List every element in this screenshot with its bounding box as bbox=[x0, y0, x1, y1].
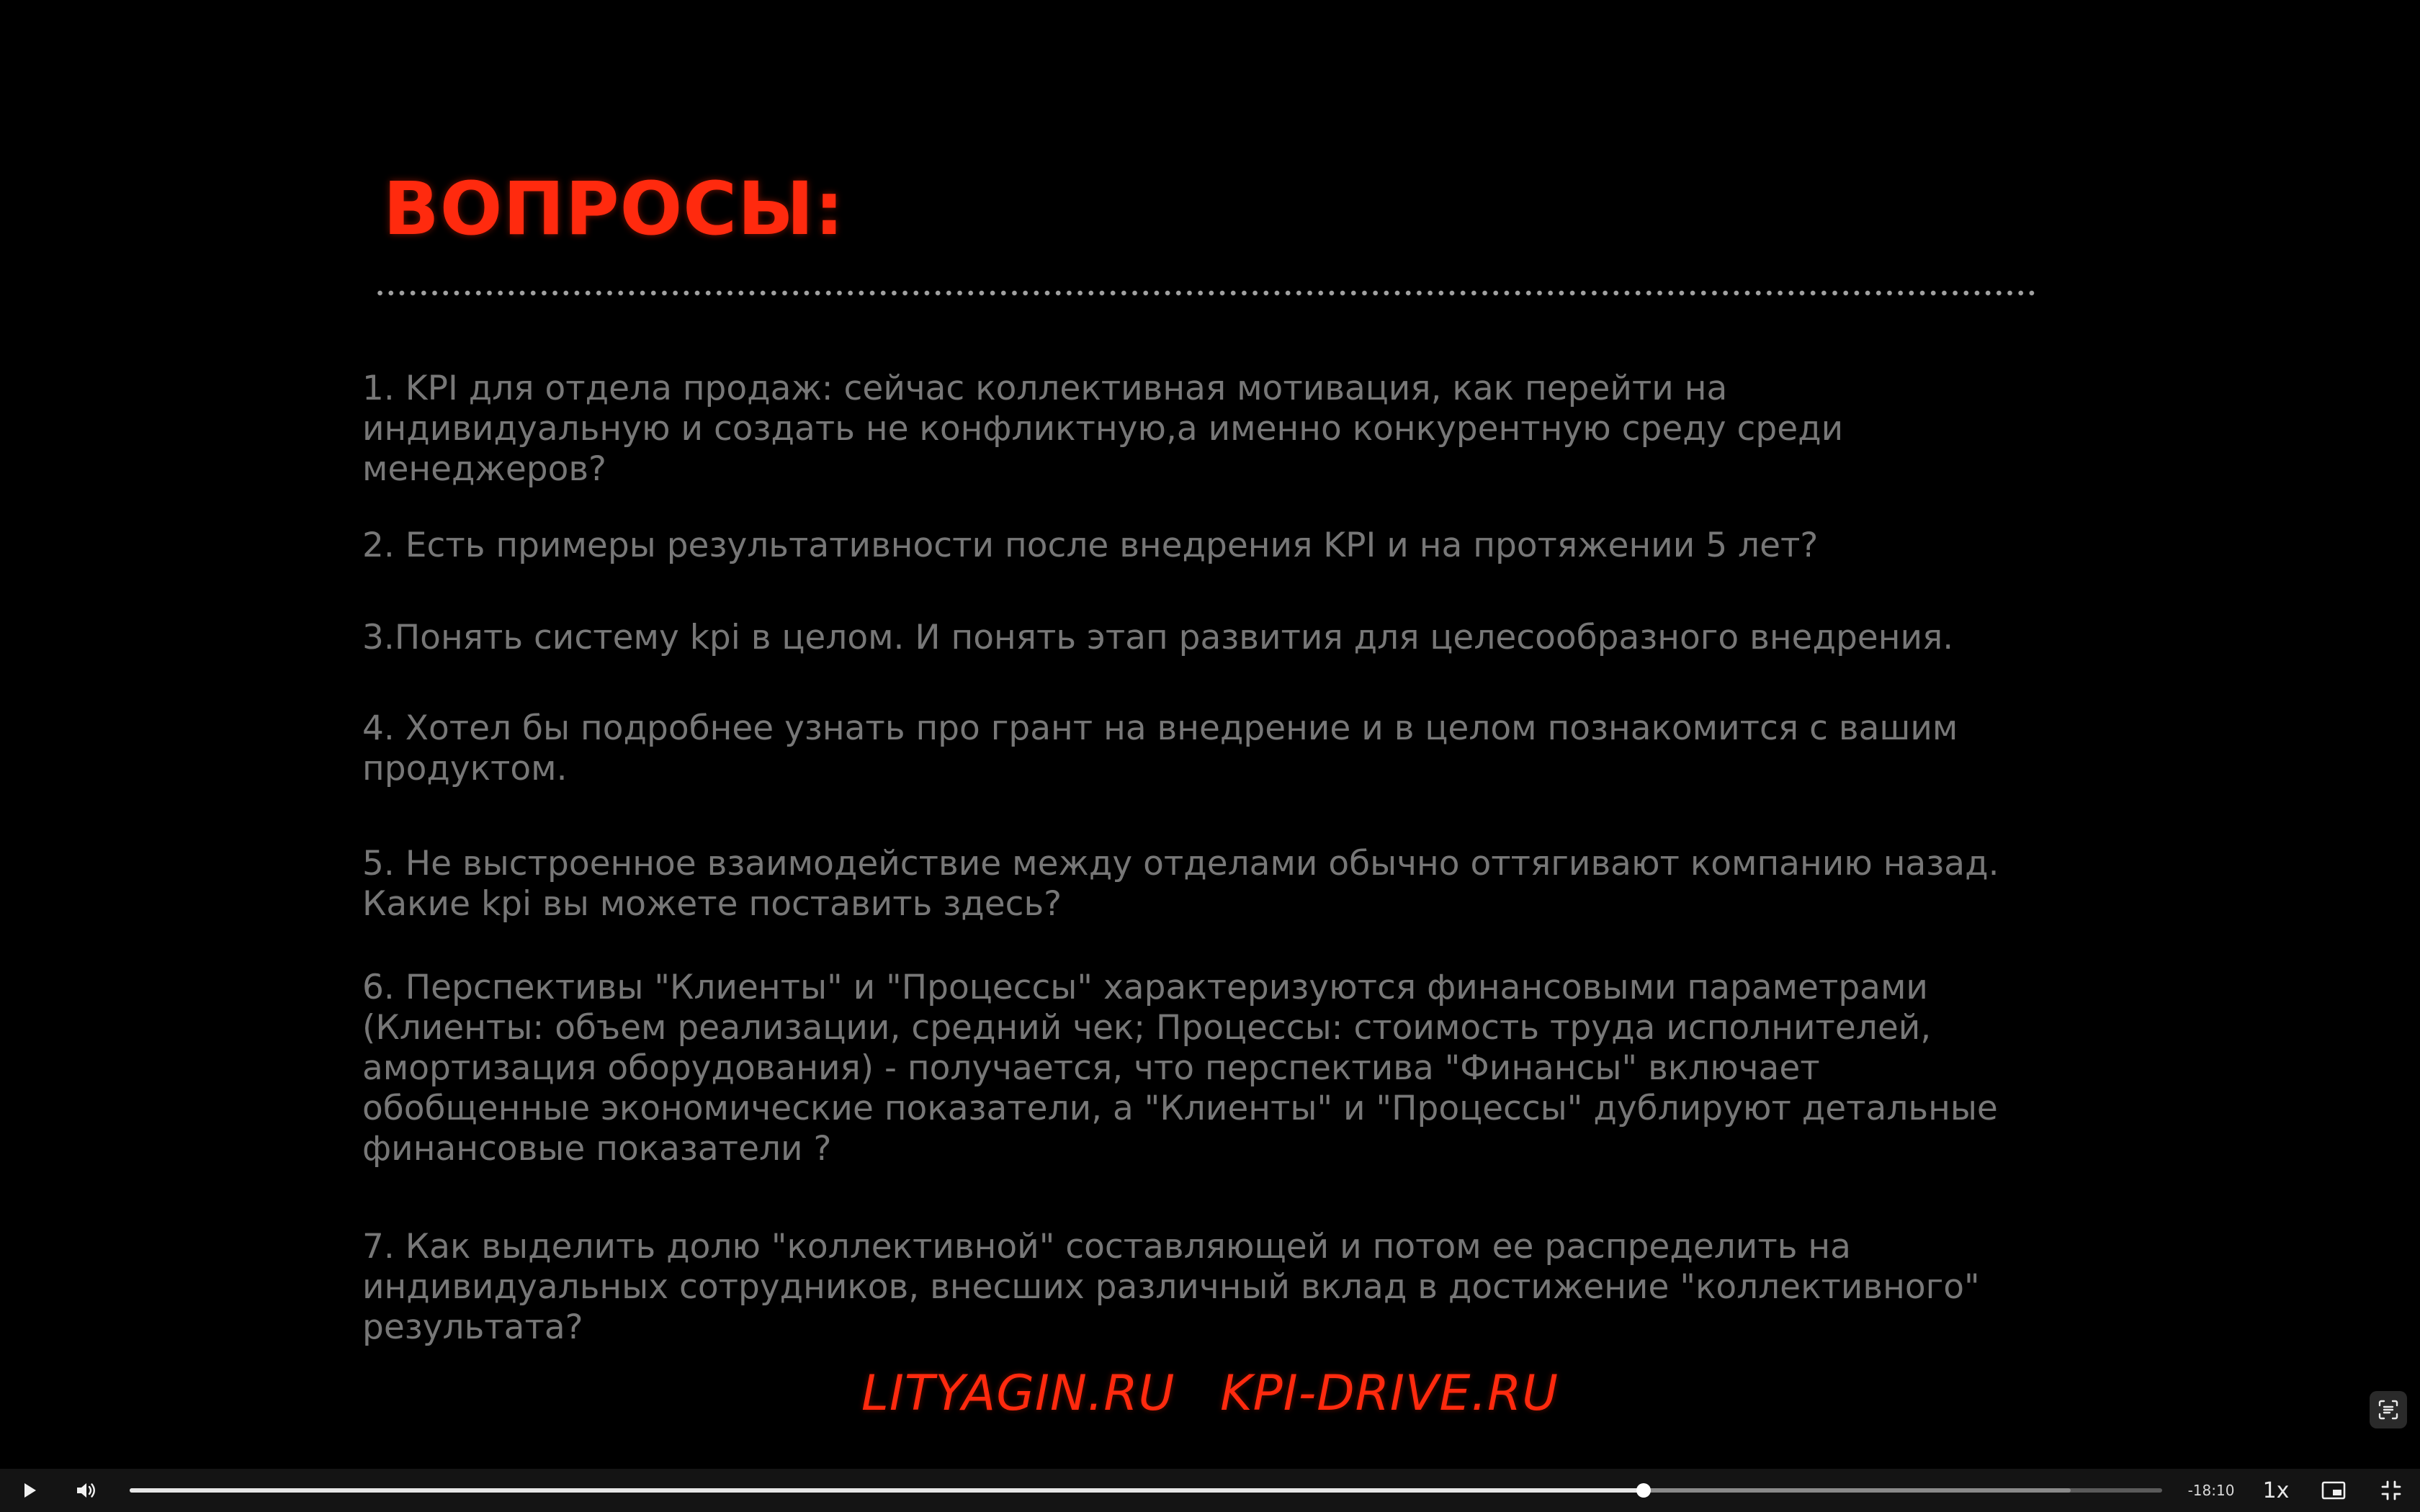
playback-speed-button[interactable]: 1x bbox=[2262, 1477, 2290, 1503]
player-controls bbox=[0, 1469, 2420, 1512]
question-item-4: 4. Хотел бы подробнее узнать про грант на внедрение и в целом познакомится с вашим продуктом. bbox=[362, 708, 1958, 788]
exit-fullscreen-button[interactable] bbox=[2371, 1469, 2411, 1512]
question-item-1: 1. KPI для отдела продаж: сейчас коллективная мотивация, как перейти на индивидуальную и создать не конфликтную,а именно конкурентную среду среди менеджеров? bbox=[362, 369, 1844, 489]
footer-link-lityagin: LITYAGIN.RU bbox=[861, 1365, 1175, 1422]
question-item-6: 6. Перспективы "Клиенты" и "Процессы" характеризуются финансовыми параметрами (Клиенты: объем реализации, средний чек; Процессы: стоимость труда исполнителей, амортизация оборудования) - получается, что перспектива "Финансы" включает обобщенные экономические показатели, а "Клиенты" и "Процессы" дублируют детальные финансовые показатели ? bbox=[362, 968, 1998, 1169]
footer-links bbox=[0, 1365, 2420, 1423]
question-item-2: 2. Есть примеры результативности после внедрения KPI и на протяжении 5 лет? bbox=[362, 526, 1819, 565]
capture-text-button[interactable] bbox=[2370, 1391, 2407, 1428]
progress-played bbox=[130, 1488, 1644, 1493]
picture-in-picture-icon bbox=[2321, 1480, 2346, 1500]
question-item-3: 3.Понять систему kpi в целом. И понять этап развития для целесообразного внедрения. bbox=[362, 618, 1954, 657]
footer-link-kpi-drive: KPI-DRIVE.RU bbox=[1220, 1365, 1559, 1422]
play-button[interactable] bbox=[12, 1469, 48, 1512]
volume-button[interactable] bbox=[68, 1469, 105, 1512]
progress-thumb[interactable] bbox=[1636, 1483, 1651, 1498]
exit-fullscreen-icon bbox=[2380, 1480, 2402, 1501]
dotted-divider bbox=[375, 288, 2038, 298]
progress-bar[interactable] bbox=[130, 1488, 2162, 1493]
slide-title: ВОПРОСЫ: bbox=[383, 166, 845, 252]
volume-icon bbox=[75, 1480, 98, 1500]
picture-in-picture-button[interactable] bbox=[2313, 1469, 2354, 1512]
question-item-5: 5. Не выстроенное взаимодействие между отделами обычно оттягивают компанию назад. Какие kpi вы можете поставить здесь? bbox=[362, 844, 1999, 924]
question-item-7: 7. Как выделить долю "коллективной" составляющей и потом ее распределить на индивидуальных сотрудников, внесших различный вклад в достижение "коллективного" результата? bbox=[362, 1227, 1980, 1347]
capture-text-icon bbox=[2377, 1398, 2400, 1421]
play-icon bbox=[21, 1481, 38, 1500]
time-remaining: -18:10 bbox=[2187, 1482, 2235, 1499]
